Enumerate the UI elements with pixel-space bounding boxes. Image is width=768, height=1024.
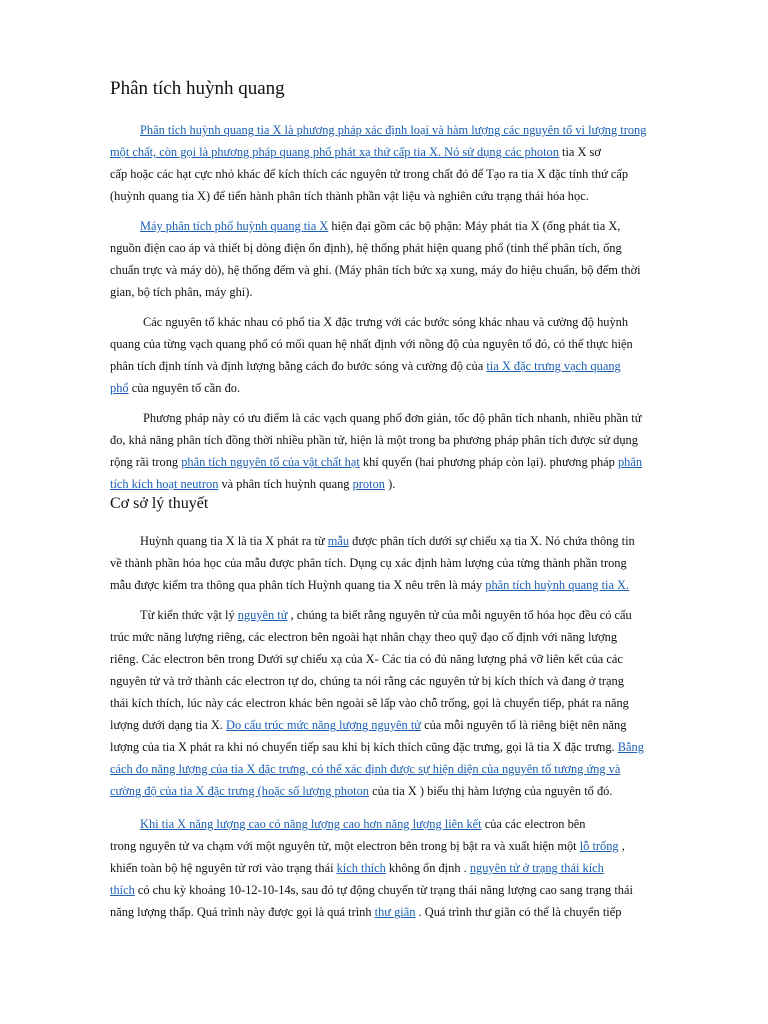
hyperlink[interactable]: nguyên tử ở trạng thái kích — [469, 861, 604, 875]
text-line — [110, 336, 696, 352]
hyperlink[interactable]: lỗ trống — [579, 839, 619, 853]
hyperlink[interactable]: kích thích — [336, 861, 386, 875]
hyperlink[interactable]: một chất, còn gọi là phương pháp quang phổ phát xạ thứ cấp tia X. Nó sử dụng các photon — [110, 145, 559, 159]
text-run: riêng. Các electron bên trong Dưới sự chiếu xạ của X- Các tia có đủ năng lượng phá vỡ liên kết của các — [110, 652, 623, 666]
text-run: của các electron bên — [481, 817, 586, 831]
text-line — [110, 904, 696, 920]
text-line — [110, 188, 696, 204]
text-run: trong nguyên tử va chạm với một nguyên tử, một electron bên trong bị bật ra và xuất hiện một — [110, 839, 580, 853]
text-line — [140, 218, 696, 234]
hyperlink[interactable]: phân — [617, 455, 643, 469]
text-run: về thành phần hóa học của mẫu được phân tích. Dụng cụ xác định hàm lượng của từng thành phần trong — [110, 556, 627, 570]
text-run: có chu kỳ khoảng 10-12-10-14s, sau đó tự động chuyển từ trạng thái năng lượng cao sang trạng thái — [134, 883, 633, 897]
hyperlink[interactable]: tia X đặc trưng vạch quang — [486, 359, 621, 373]
text-run: hiện đại gồm các bộ phận: Máy phát tia X (ống phát tia X, — [328, 219, 621, 233]
text-run: không ổn định . — [385, 861, 470, 875]
hyperlink[interactable]: cường độ của tia X đặc trưng (hoặc số lượng photon — [110, 784, 369, 798]
text-run: ). — [384, 477, 396, 491]
text-run: và phân tích huỳnh quang — [218, 477, 353, 491]
text-run: nguồn điện cao áp và thiết bị dòng điện ổn định), hệ thống phát hiện quang phổ (tinh thể phân tích, ống — [110, 241, 622, 255]
text-line — [110, 717, 696, 733]
text-run: Phương pháp này có ưu điểm là các vạch quang phổ đơn giản, tốc độ phân tích nhanh, nhiều phần tử — [143, 411, 642, 425]
hyperlink[interactable]: phân tích nguyên tố của vật chất hạt — [181, 455, 360, 469]
hyperlink[interactable]: phổ — [110, 381, 129, 395]
text-run: Từ kiến thức vật lý — [140, 608, 238, 622]
hyperlink[interactable]: cách đo năng lượng của tia X đặc trưng, có thể xác định được sự hiện diện của nguyên tố tương ứng và — [110, 762, 621, 776]
text-line — [110, 284, 696, 300]
text-line — [140, 816, 696, 832]
hyperlink[interactable]: proton — [352, 477, 385, 491]
text-line — [140, 533, 696, 549]
text-run: nguyên tử và trở thành các electron tự do, chúng ta nói rằng các nguyên tử bị kích thích và đang ở trạng — [110, 674, 624, 688]
text-line — [110, 761, 696, 777]
text-line — [140, 122, 696, 138]
text-run: cấp hoặc các hạt cực nhỏ khác để kích thích các nguyên tử trong chất đó để Tạo ra tia X đặc tính thứ cấp — [110, 167, 629, 181]
text-line — [143, 410, 696, 426]
text-run: Huỳnh quang tia X là tia X phát ra từ — [140, 534, 328, 548]
text-run: tia X sơ — [558, 145, 601, 159]
hyperlink[interactable]: Máy phân tích phổ huỳnh quang tia X — [140, 219, 329, 233]
text-line — [110, 476, 696, 492]
hyperlink[interactable]: Do cấu trúc mức năng lượng nguyên tử — [226, 718, 421, 732]
text-run: của nguyên tố cần đo. — [128, 381, 241, 395]
text-line — [110, 783, 696, 799]
text-run: được phân tích dưới sự chiếu xạ tia X. Nó chứa thông tin — [349, 534, 635, 548]
text-line — [110, 144, 696, 160]
hyperlink[interactable]: nguyên tử — [237, 608, 288, 622]
text-run: thái kích thích, lúc này các electron khác bên ngoài sẽ lấp vào chỗ trống, gọi là chuyển tiếp, phát ra năng — [110, 696, 629, 710]
hyperlink[interactable]: tích kích hoạt neutron — [110, 477, 219, 491]
hyperlink[interactable]: Phân tích huỳnh quang tia X là phương pháp xác định loại và hàm lượng các nguyên tố vi lượng trong — [140, 123, 647, 137]
text-run: khí quyển (hai phương pháp còn lại). phương pháp — [359, 455, 618, 469]
text-line — [110, 555, 696, 571]
text-run: rộng rãi trong — [110, 455, 182, 469]
text-run: của tia X ) biểu thị hàm lượng của nguyên tố đó. — [368, 784, 613, 798]
text-line — [110, 166, 696, 182]
text-line — [110, 651, 696, 667]
text-line — [110, 454, 696, 470]
text-line — [110, 577, 696, 593]
hyperlink[interactable]: Khi tia X năng lượng cao có năng lượng cao hơn năng lượng liên kết — [140, 817, 482, 831]
text-run: phân tích định tính và định lượng bằng cách đo bước sóng và cường độ của — [110, 359, 487, 373]
page-title: Phân tích huỳnh quang — [110, 78, 285, 99]
hyperlink[interactable]: thích — [110, 883, 135, 897]
text-line — [110, 629, 696, 645]
text-line — [110, 358, 696, 374]
hyperlink[interactable]: phân tích huỳnh quang tia X. — [485, 578, 630, 592]
text-run: Các nguyên tố khác nhau có phổ tia X đặc trưng với các bước sóng khác nhau và cường độ huỳnh — [143, 315, 629, 329]
hyperlink[interactable]: mẫu — [327, 534, 350, 548]
text-run: lượng dưới dạng tia X. — [110, 718, 227, 732]
text-line — [110, 673, 696, 689]
hyperlink[interactable]: thư giãn — [374, 905, 416, 919]
text-run: , chúng ta biết rằng nguyên tử của mỗi nguyên tố hóa học đều có cấu — [287, 608, 632, 622]
text-run: chuẩn trực và máy dò), hệ thống đếm và ghi. (Máy phân tích bức xạ xung, máy đo hiệu chuẩn, bộ đếm thời — [110, 263, 641, 277]
text-run: quang của từng vạch quang phổ có mối quan hệ nhất định với nồng độ của nguyên tố đó, có thể thực hiện — [110, 337, 633, 351]
text-line — [110, 882, 696, 898]
text-run: . Quá trình thư giãn có thể là chuyển tiếp — [415, 905, 622, 919]
text-run: đo, khả năng phân tích đồng thời nhiều phần tử, hiện là một trong ba phương pháp phân tích được sử dụng — [110, 433, 638, 447]
text-run: , — [618, 839, 625, 853]
text-line — [140, 607, 696, 623]
text-run: của mỗi nguyên tố là riêng biệt nên năng — [420, 718, 627, 732]
text-run: mẫu được kiểm tra thông qua phân tích Huỳnh quang tia X nêu trên là máy — [110, 578, 486, 592]
text-run: trúc mức năng lượng riêng, các electron bên ngoài hạt nhân chạy theo quỹ đạo cố định với năng lượng — [110, 630, 618, 644]
section-title: Cơ sở lý thuyết — [110, 495, 209, 512]
text-run: gian, bộ tích phân, máy ghi). — [110, 285, 253, 299]
text-line — [110, 838, 696, 854]
text-line — [110, 240, 696, 256]
text-line — [110, 860, 696, 876]
text-line — [110, 695, 696, 711]
text-run: (huỳnh quang tia X) để tiến hành phân tích thành phần vật liệu và nghiên cứu trạng thái hóa học. — [110, 189, 589, 203]
text-run: lượng của tia X phát ra khi nó chuyển tiếp sau khi bị kích thích cũng đặc trưng, gọi là tia X đặc trưng. — [110, 740, 618, 754]
text-line — [110, 432, 696, 448]
text-run: năng lượng thấp. Quá trình này được gọi là quá trình — [110, 905, 375, 919]
text-line — [110, 380, 696, 396]
text-line — [143, 314, 696, 330]
hyperlink[interactable]: Bằng — [617, 740, 644, 754]
text-line — [110, 739, 696, 755]
text-run: khiến toàn bộ hệ nguyên tử rơi vào trạng thái — [110, 861, 337, 875]
text-line — [110, 262, 696, 278]
